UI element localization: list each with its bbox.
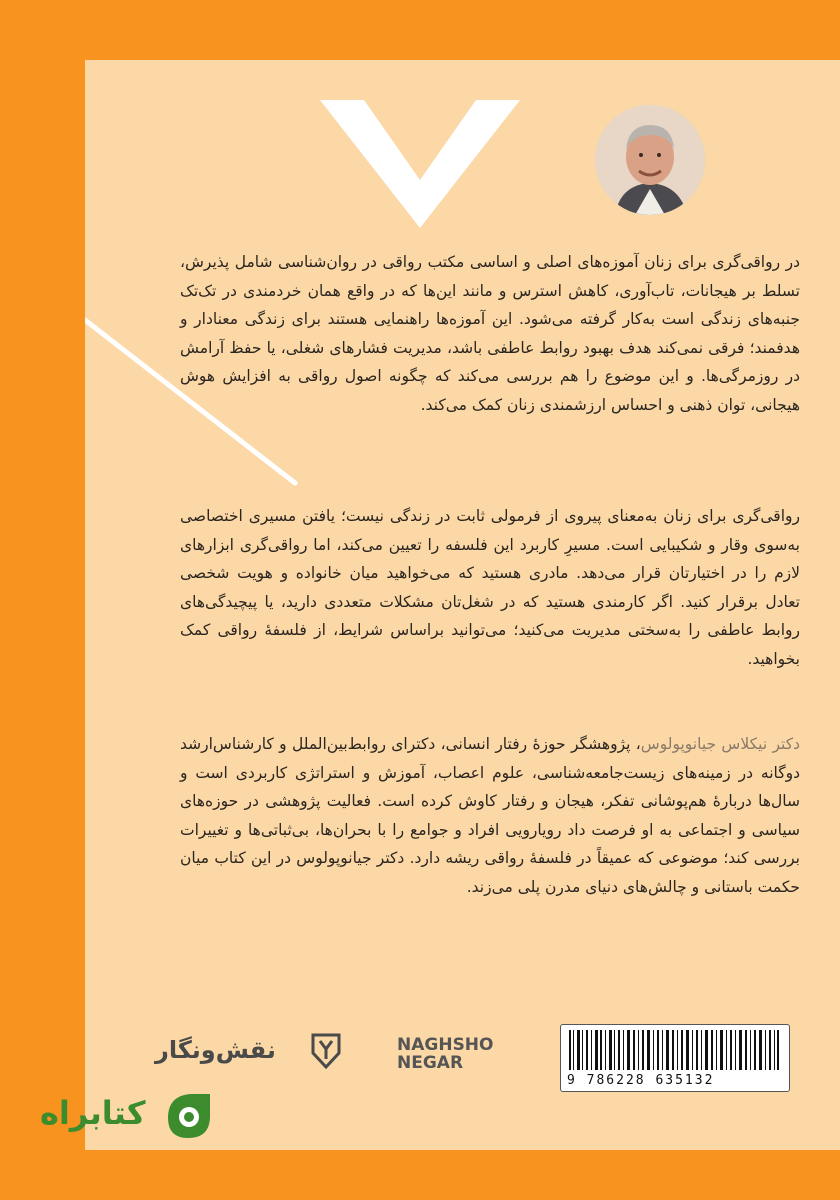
author-paragraph [180,730,800,901]
description-paragraph-1 [180,248,800,419]
author-photo [595,105,705,215]
isbn-number: 9 786228 635132 [567,1073,715,1088]
ketabrah-watermark [40,1088,220,1148]
barcode-bars-icon [567,1030,781,1070]
publisher-logo-icon [311,1033,341,1069]
description-text-2: رواقی‌گری برای زنان به‌معنای پیروی از فرمولی ثابت در زندگی نیست؛ یافتن مسیری اختصاصی به‌سوی وقار و شکیبایی است. مسیرِ کاربرد این فلسفه را تعیین می‌کند، اما رواقی‌گری ابزارهای لازم را در اختیارتان قرار می‌دهد. مادری هستید که می‌خواهید میان خانواده و هویت شخصی تعادل برقرار کنید. اگر کارمندی هستید که در شغل‌تان مشکلات متعددی دارید، یا پیچیدگی‌های روابط عاطفی را به‌سختی مدیریت می‌کنید؛ می‌توانید براساس شرایط، از فلسفهٔ رواقی کمک بخواهید. [180,507,800,668]
description-text-1: در رواقی‌گری برای زنان آموزه‌های اصلی و اساسی مکتب رواقی در روان‌شناسی شامل پذیرش، تسلط بر هیجانات، تاب‌آوری، کاهش استرس و مانند این‌ها که در واقع همان خردمندی در تک‌تک جنبه‌های زندگی است به‌کار گرفته می‌شود. این آموزه‌ها راهنمایی هستند برای زندگی معنادار و هدفمند؛ فرقی نمی‌کند هدف بهبود روابط عاطفی باشد، مدیریت فشارهای شغلی، یا حفظ آرامش در روزمرگی‌ها. و این موضوع را هم بررسی می‌کند که چگونه اصول رواقی به افزایش هوش هیجانی، توان ذهنی و احساس ارزشمندی زنان کمک می‌کند. [180,253,800,414]
ketabrah-leaf-icon [160,1088,216,1144]
ketabrah-watermark-text: کتابراه [40,1094,146,1132]
author-bio-text: ، پژوهشگر حوزهٔ رفتار انسانی، دکترای روابط‌بین‌الملل و کارشناس‌ارشد دوگانه در زمینه‌های زیست‌جامعه‌شناسی، علوم اعصاب، آموزش و استراتژی کاربردی است و سال‌ها دربارهٔ هم‌پوشانی تفکر، هیجان و رفتار کاوش کرده است. فعالیت پژوهشی در حوزه‌های سیاسی و اجتماعی به او فرصت داد رویارویی افراد و جوامع را با بحران‌ها، بی‌ثباتی‌ها و تغییرات بررسی کند؛ موضوعی که عمیقاً در فلسفهٔ رواقی ریشه دارد. دکتر جیانوپولوس در این کتاب میان حکمت باستانی و چالش‌های دنیای مدرن پلی می‌زند. [180,735,800,896]
publisher-name-fa: نقش‌ونگار [155,1036,276,1064]
author-bio [180,730,800,901]
isbn-barcode [560,1024,790,1092]
back-cover-panel [85,60,840,1150]
chevron-down-icon [320,100,520,230]
author-name: دکتر نیکلاس جیانوپولوس [640,735,800,753]
publisher-name-en: NAGHSHO NEGAR [397,1035,494,1073]
description-paragraph-2 [180,502,800,673]
author-portrait-icon [595,105,705,215]
